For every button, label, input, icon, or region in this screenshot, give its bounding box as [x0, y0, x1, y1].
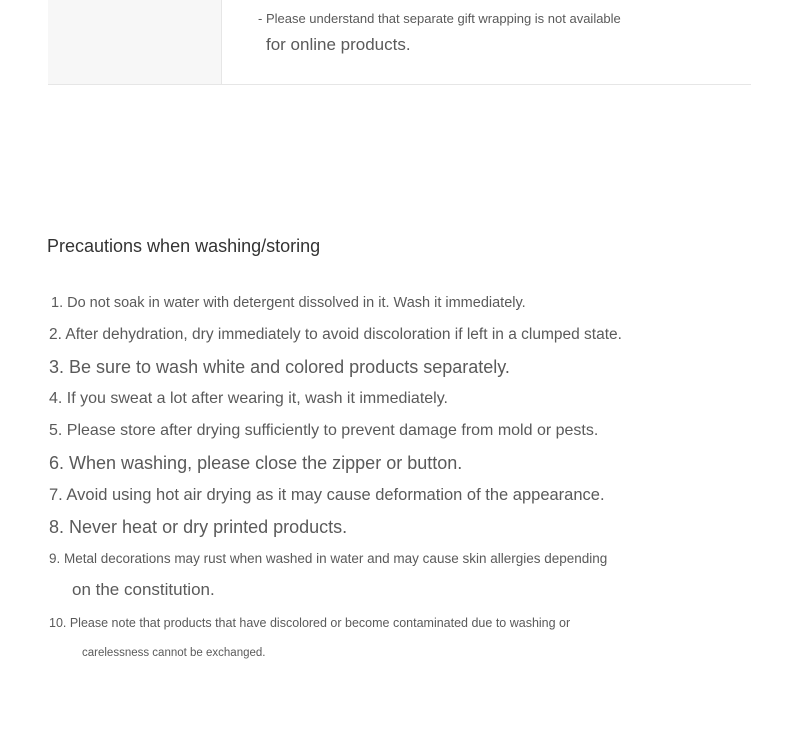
gift-info-value-cell [222, 0, 751, 84]
gift-info-table [48, 0, 751, 85]
precaution-item-1: 1. Do not soak in water with detergent dissolved in it. Wash it immediately. [51, 295, 526, 311]
precaution-item-4: 4. If you sweat a lot after wearing it, wash it immediately. [49, 390, 448, 407]
precaution-item-10-line-1: 10. Please note that products that have discolored or become contaminated due to washing or [49, 616, 571, 630]
precaution-item-5: 5. Please store after drying sufficiently to prevent damage from mold or pests. [49, 422, 599, 439]
precaution-item-8: 8. Never heat or dry printed products. [49, 517, 348, 537]
precautions-title: Precautions when washing/storing [47, 236, 321, 256]
precaution-item-9-line-2: on the constitution. [72, 580, 215, 599]
precaution-item-2: 2. After dehydration, dry immediately to avoid discoloration if left in a clumped state. [49, 326, 622, 343]
precaution-item-10-line-2: carelessness cannot be exchanged. [82, 647, 266, 659]
gift-wrapping-notice-continued: for online products. [266, 35, 411, 54]
precaution-item-6: 6. When washing, please close the zipper or button. [49, 453, 463, 473]
gift-info-label-cell [48, 0, 222, 84]
precaution-item-9-line-1: 9. Metal decorations may rust when washed in water and may cause skin allergies depending [49, 551, 608, 566]
precaution-item-9 [49, 551, 608, 599]
precaution-item-7: 7. Avoid using hot air drying as it may cause deformation of the appearance. [49, 486, 605, 504]
precaution-item-3: 3. Be sure to wash white and colored products separately. [49, 357, 510, 377]
gift-wrapping-notice: - Please understand that separate gift wrapping is not available [258, 11, 621, 26]
precaution-item-10 [49, 616, 571, 659]
